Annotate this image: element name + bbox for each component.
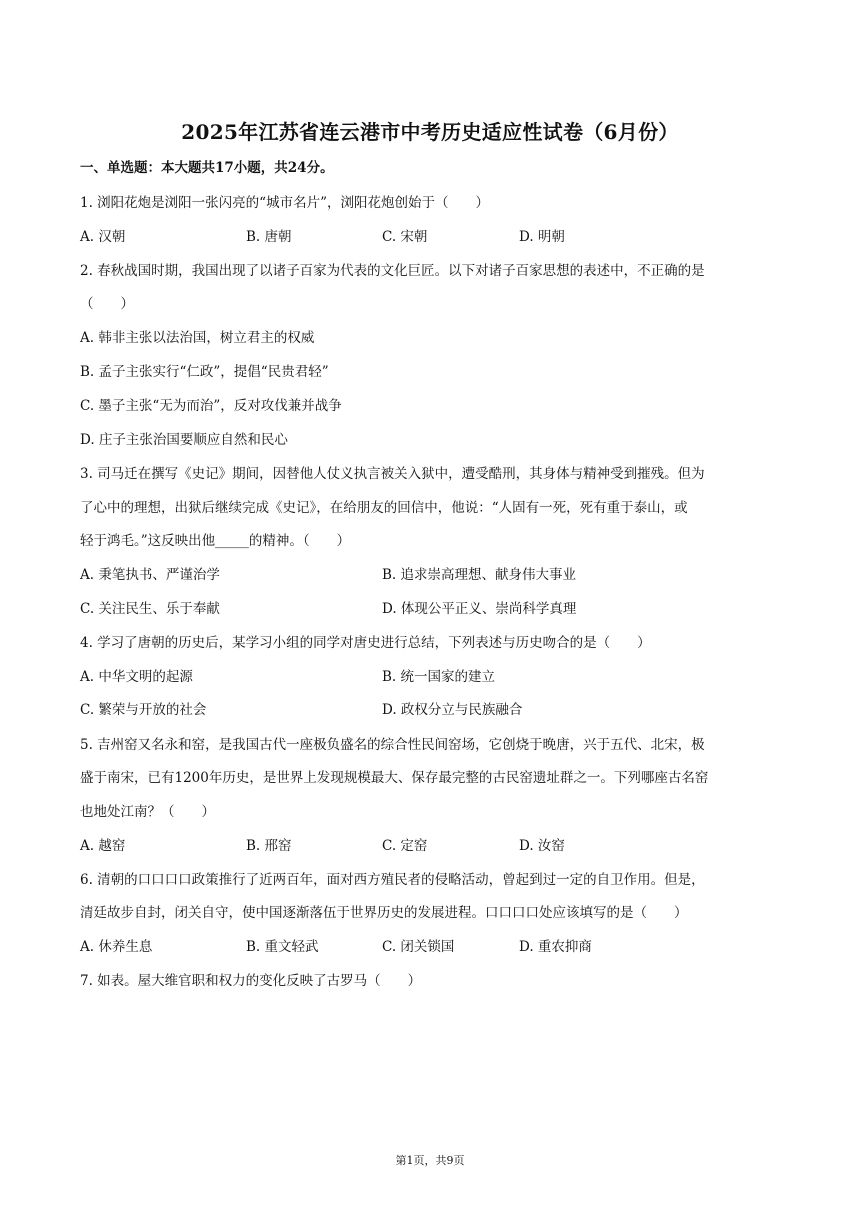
question-1-option-b: B. 唐朝: [246, 229, 292, 245]
section-heading: 一、单选题：本大题共17小题，共24分。: [80, 160, 334, 176]
question-6-option-d: D. 重农抑商: [519, 939, 592, 955]
question-5-option-c: C. 定窑: [382, 838, 428, 854]
question-3-option-a: A. 秉笔执书、严谨治学: [80, 567, 220, 583]
question-6-stem-line-2: 清廷故步自封，闭关自守，使中国逐渐落伍于世界历史的发展进程。口口口口处应该填写的是（ ）: [80, 905, 688, 921]
question-7-stem: 7. 如表。屋大维官职和权力的变化反映了古罗马（ ）: [80, 973, 422, 989]
question-4-option-c: C. 繁荣与开放的社会: [80, 702, 207, 718]
question-2-option-c: C. 墨子主张“无为而治”，反对攻伐兼并战争: [80, 398, 342, 414]
question-1-option-d: D. 明朝: [519, 229, 565, 245]
question-4-stem: 4. 学习了唐朝的历史后，某学习小组的同学对唐史进行总结，下列表述与历史吻合的是（ ）: [80, 635, 651, 651]
question-2-option-a: A. 韩非主张以法治国，树立君主的权威: [80, 330, 315, 346]
page-title: 2025年江苏省连云港市中考历史适应性试卷（6月份）: [181, 120, 679, 144]
question-2-option-d: D. 庄子主张治国要顺应自然和民心: [80, 432, 288, 448]
question-3-stem-line-2: 了心中的理想，出狱后继续完成《史记》，在给朋友的回信中，他说：“人固有一死，死有重于泰山，或: [80, 500, 688, 516]
question-5-stem-line-1: 5. 吉州窑又名永和窑，是我国古代一座极负盛名的综合性民间窑场，它创烧于晚唐，兴于五代、北宋，极: [80, 737, 705, 753]
question-1-stem: 1. 浏阳花炮是浏阳一张闪亮的“城市名片”，浏阳花炮创始于（ ）: [80, 195, 489, 211]
question-6-option-b: B. 重文轻武: [246, 939, 319, 955]
question-2-stem-line-1: 2. 春秋战国时期，我国出现了以诸子百家为代表的文化巨匠。以下对诸子百家思想的表述中，不正确的是: [80, 263, 705, 279]
question-3-stem-line-1: 3. 司马迁在撰写《史记》期间，因替他人仗义执言被关入狱中，遭受酷刑，其身体与精神受到摧残。但为: [80, 466, 705, 482]
question-5-stem-line-2: 盛于南宋，已有1200年历史，是世界上发现规模最大、保存最完整的古民窑遗址群之一。下列哪座古名窑: [80, 770, 709, 786]
question-3-option-c: C. 关注民生、乐于奉献: [80, 601, 220, 617]
question-1-option-a: A. 汉朝: [80, 229, 126, 245]
question-5-stem-line-3: 也地处江南？（ ）: [80, 804, 215, 820]
question-2-option-b: B. 孟子主张实行“仁政”，提倡“民贵君轻”: [80, 364, 329, 380]
page-footer: 第1页，共9页: [395, 1154, 465, 1167]
question-5-option-b: B. 邢窑: [246, 838, 292, 854]
question-4-option-b: B. 统一国家的建立: [382, 669, 496, 685]
question-1-option-c: C. 宋朝: [382, 229, 428, 245]
question-6-option-a: A. 休养生息: [80, 939, 153, 955]
question-4-option-d: D. 政权分立与民族融合: [382, 702, 523, 718]
question-6-stem-line-1: 6. 清朝的口口口口政策推行了近两百年，面对西方殖民者的侵略活动，曾起到过一定的自卫作用。但是，: [80, 872, 705, 888]
question-5-option-a: A. 越窑: [80, 838, 126, 854]
question-4-option-a: A. 中华文明的起源: [80, 669, 193, 685]
question-6-option-c: C. 闭关锁国: [382, 939, 455, 955]
question-3-stem-line-3: 轻于鸿毛。”这反映出他_____的精神。（ ）: [80, 533, 351, 549]
question-3-option-b: B. 追求崇高理想、献身伟大事业: [382, 567, 577, 583]
question-5-option-d: D. 汝窑: [519, 838, 565, 854]
question-2-stem-line-2: （ ）: [80, 296, 134, 312]
question-3-option-d: D. 体现公平正义、崇尚科学真理: [382, 601, 577, 617]
